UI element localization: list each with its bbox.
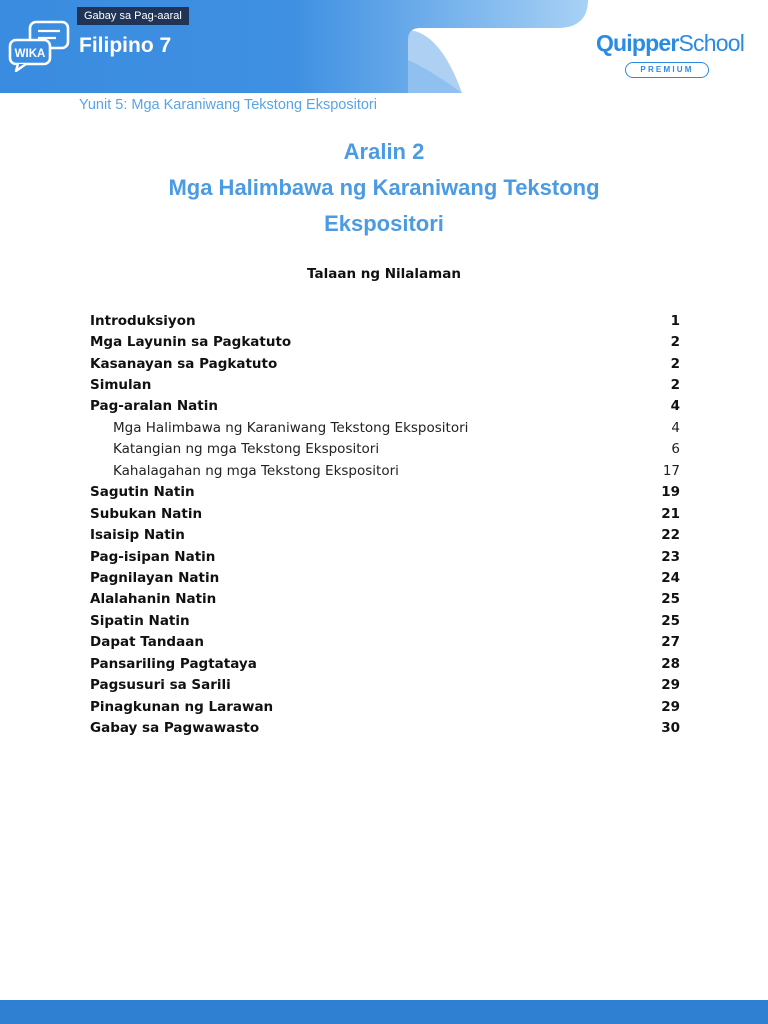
table-of-contents: [90, 310, 680, 739]
lesson-heading: [100, 134, 668, 242]
toc-entry-title: Subukan Natin: [90, 505, 203, 522]
footer-band: [0, 1000, 768, 1024]
toc-entry: [90, 717, 680, 738]
toc-entry-page: 28: [661, 655, 680, 672]
toc-entry-page: 2: [670, 377, 680, 394]
toc-entry-title: Pagnilayan Natin: [90, 569, 220, 586]
lesson-number: Aralin 2: [343, 139, 425, 164]
toc-entry-title: Alalahanin Natin: [90, 591, 217, 608]
toc-entry: [90, 417, 680, 438]
toc-entry: [90, 374, 680, 395]
toc-entry-page: 27: [661, 634, 680, 651]
toc-entry-page: 29: [661, 677, 680, 694]
toc-entry-title: Gabay sa Pagwawasto: [90, 720, 260, 737]
toc-entry-title: Pag-isipan Natin: [90, 548, 216, 565]
toc-entry: [90, 439, 680, 460]
toc-entry-page: 4: [671, 419, 680, 436]
toc-entry-page: 2: [670, 334, 680, 351]
toc-entry-title: Introduksiyon: [90, 312, 196, 329]
toc-entry-page: 19: [661, 484, 680, 501]
toc-entry-title: Dapat Tandaan: [90, 634, 204, 651]
toc-entry-page: 29: [661, 698, 680, 715]
wika-icon-text: WIKA: [14, 48, 46, 60]
toc-entry: [90, 396, 680, 417]
toc-entry-page: 24: [661, 569, 680, 586]
toc-entry-page: 17: [662, 462, 680, 479]
toc-entry-title: Sagutin Natin: [90, 484, 195, 501]
toc-entry: [90, 482, 680, 503]
wika-chat-icon: [8, 20, 72, 72]
subject-title: Filipino 7: [79, 34, 172, 57]
toc-entry: [90, 503, 680, 524]
toc-entry-page: 6: [671, 441, 680, 458]
toc-entry: [90, 610, 680, 631]
toc-entry-title: Pinagkunan ng Larawan: [90, 698, 274, 715]
toc-entry-page: 21: [661, 505, 680, 522]
toc-entry: [90, 460, 680, 481]
guide-tag: Gabay sa Pag-aaral: [77, 7, 189, 25]
toc-entry: [90, 632, 680, 653]
toc-entry: [90, 331, 680, 352]
toc-entry-title: Pansariling Pagtataya: [90, 655, 257, 672]
toc-entry-title: Simulan: [90, 377, 152, 394]
toc-entry-title: Pagsusuri sa Sarili: [90, 677, 231, 694]
toc-entry-title: Kahalagahan ng mga Tekstong Ekspositori: [113, 462, 399, 479]
toc-entry: [90, 353, 680, 374]
toc-entry-title: Sipatin Natin: [90, 612, 190, 629]
unit-line: Yunit 5: Mga Karaniwang Tekstong Ekspositori: [79, 97, 377, 113]
toc-entry: [90, 653, 680, 674]
brand-logo: [594, 28, 746, 80]
brand-badge: PREMIUM: [625, 62, 709, 78]
toc-entry: [90, 310, 680, 331]
toc-entry-title: Mga Halimbawa ng Karaniwang Tekstong Ekspositori: [113, 419, 469, 436]
toc-entry-title: Isaisip Natin: [90, 527, 185, 544]
brand-name-bold: Quipper: [595, 30, 679, 56]
toc-entry-page: 2: [670, 355, 680, 372]
brand-name: [594, 28, 746, 58]
toc-entry-title: Kasanayan sa Pagkatuto: [90, 355, 278, 372]
toc-entry: [90, 696, 680, 717]
toc-entry: [90, 674, 680, 695]
toc-entry-page: 25: [661, 612, 680, 629]
toc-entry-title: Mga Layunin sa Pagkatuto: [90, 334, 292, 351]
toc-entry-title: Katangian ng mga Tekstong Ekspositori: [113, 441, 380, 458]
toc-entry: [90, 567, 680, 588]
brand-name-light: School: [678, 30, 745, 56]
toc-entry-page: 30: [661, 720, 680, 737]
toc-entry-page: 23: [661, 548, 680, 565]
lesson-title-line1: Mga Halimbawa ng Karaniwang Tekstong: [168, 175, 600, 200]
toc-entry-title: Pag-aralan Natin: [90, 398, 218, 415]
toc-heading: Talaan ng Nilalaman: [307, 266, 461, 282]
toc-entry: [90, 546, 680, 567]
toc-entry: [90, 589, 680, 610]
toc-entry-page: 25: [661, 591, 680, 608]
toc-entry-page: 1: [670, 312, 680, 329]
toc-entry: [90, 524, 680, 545]
lesson-title-line2: Ekspositori: [324, 211, 444, 236]
toc-entry-page: 22: [661, 527, 680, 544]
toc-entry-page: 4: [670, 398, 680, 415]
